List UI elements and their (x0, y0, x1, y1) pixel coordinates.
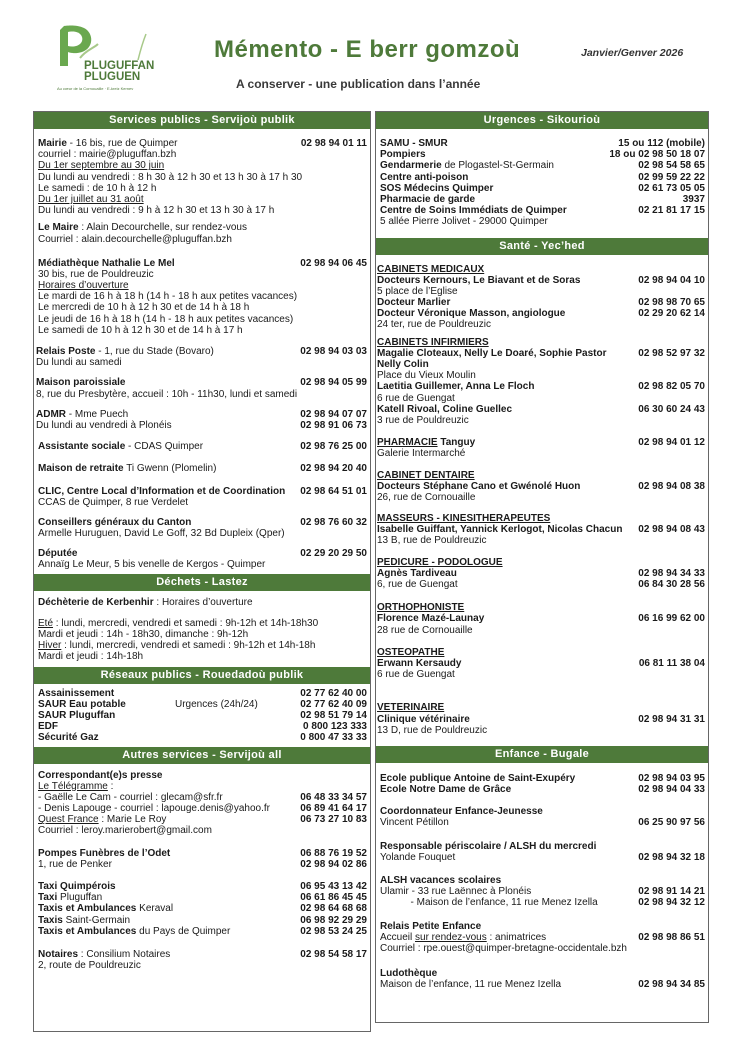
phone-number: 02 98 91 06 73 (297, 420, 367, 431)
conseillers-entry: Conseillers généraux du Canton 02 98 76 60 32 Armelle Huruguen, David Le Goff, 32 Bd Dupleix (Qper) (38, 516, 367, 540)
taxis-list (34, 881, 370, 937)
decheterie-entry: Déchèterie de Kerbenhir : Horaires d’ouverture Eté : lundi, mercredi, vendredi et samedi : 9h-12h et 14h-18h30 Mardi et jeudi : 14h - 18h30, dimanche : 9h-12h Hiver : lundi, mercredi, vendredi et samedi : 9h-12h et 14h-18h Mardi et jeudi : 14h-18h (38, 596, 319, 663)
phone-number: 02 98 94 01 12 (635, 437, 705, 448)
phone-number: 06 89 41 64 17 (297, 803, 367, 814)
maison-retraite-entry: Maison de retraite Ti Gwenn (Plomelin) 02 98 94 20 40 (38, 463, 367, 475)
periscolaire-entry: Responsable périscolaire / ALSH du mercredi Yolande Fouquet 02 98 94 32 18 (380, 840, 705, 863)
relais-poste-entry: Relais Poste - 1, rue du Stade (Bovaro) 02 98 94 03 03 Du lundi au samedi (36, 346, 367, 369)
pluguffan-logo (54, 22, 174, 94)
admr-entry: ADMR - Mme Puech 02 98 94 07 07 Du lundi au vendredi à Plonéis 02 98 91 06 73 (36, 408, 367, 431)
ecoles-list (376, 773, 708, 795)
taxi-row: Taxis et Ambulances du Pays de Quimper 02 98 53 24 25 (38, 925, 367, 937)
phone-number: 02 29 20 29 50 (297, 548, 367, 559)
phone-number: 02 29 20 62 14 (635, 308, 705, 319)
phone-number: 02 98 94 01 11 (298, 138, 367, 149)
phone-number: 06 73 27 10 83 (297, 814, 367, 825)
phone-number: 06 84 30 28 56 (635, 579, 705, 590)
reseau-row: SAUR Pluguffan 02 98 51 79 14 (38, 709, 367, 721)
relais-petite-enfance-entry: Relais Petite Enfance Accueil sur rendez-vous : animatrices 02 98 98 86 51 Courriel : rpe.ouest@quimper-bretagne-occidentale.bzh (380, 920, 705, 954)
maison-paroissiale-entry: Maison paroissiale 02 98 94 05 99 8, rue du Presbytère, accueil : 10h - 11h30, lundi et samedi (36, 377, 367, 400)
svg-text:PLUGUEN: PLUGUEN (84, 71, 141, 83)
section-header-urgences: Urgences - Sikourioù (376, 112, 708, 129)
phone-number: 02 98 76 25 00 (297, 441, 367, 452)
section-header-enfance: Enfance - Bugale (376, 746, 708, 763)
phone-number: 02 98 94 07 07 (297, 409, 367, 420)
phone-number: 02 98 94 20 40 (297, 463, 367, 474)
alsh-entry: ALSH vacances scolaires Ulamir - 33 rue Laënnec à Plonéis 02 98 91 14 21 - Maison de l’enfance, 11 rue Menez Izella 02 98 94 32 12 (380, 875, 705, 909)
page-title: Mémento - E berr gomzoù (214, 36, 521, 63)
ecole-row: Ecole Notre Dame de Grâce 02 98 94 04 33 (380, 784, 705, 796)
pharmacie-entry: PHARMACIE Tanguy 02 98 94 01 12 Galerie Intermarché (377, 437, 705, 460)
phone-number: 02 98 54 58 17 (297, 949, 367, 960)
urgence-row: SAMU - SMUR 15 ou 112 (mobile) (380, 138, 705, 149)
phone-number: 02 98 64 51 01 (297, 486, 367, 497)
phone-number: 02 98 52 97 32 (635, 348, 705, 359)
phone-number: 02 98 98 86 51 (635, 932, 705, 943)
urgences-list: SAMU - SMUR 15 ou 112 (mobile) Pompiers 18 ou 02 98 50 18 07 Gendarmerie de Plogastel-St-Germain 02 98 54 58 65 Centre anti-poison 02 99 59 22 22 SOS Médecins Quimper 02 61 73 05 05 Pharmacie de garde 3937 Centre de Soins Immédiats de Quimper 02 21 81 17 15 5 allée Pierre Jolivet - 29000 Quimper (380, 138, 705, 228)
phone-number: 02 98 94 08 43 (635, 524, 705, 535)
reseau-row: SAUR Eau potable Urgences (24h/24) 02 77 62 40 09 (38, 698, 367, 710)
urgence-row: SOS Médecins Quimper 02 61 73 05 05 (380, 182, 705, 194)
notaires-entry: Notaires : Consilium Notaires 02 98 54 58 17 2, route de Pouldreuzic (38, 948, 367, 972)
phone-number: 02 98 82 05 70 (635, 381, 705, 392)
urgence-row: Centre anti-poison 02 99 59 22 22 (380, 171, 705, 183)
cabinet-dentaire-entry: CABINET DENTAIRE Docteurs Stéphane Cano et Gwénolé Huon 02 98 94 08 38 26, rue de Cornouaille (377, 469, 705, 503)
phone-number: 02 98 94 08 38 (635, 481, 705, 492)
veterinaire-entry: VETERINAIRE Clinique vétérinaire 02 98 94 31 31 13 D, rue de Pouldreuzic (377, 702, 705, 736)
phone-number: 02 98 94 06 45 (297, 258, 367, 269)
cabinets-infirmiers: CABINETS INFIRMIERS Magalie Cloteaux, Nelly Le Doaré, Sophie Pastor 02 98 52 97 32 Nelly Colin Place du Vieux Moulin Laetitia Guillemer, Anna Le Floch 02 98 82 05 70 6 rue de Guengat Katell Rivoal, Coline Guellec 06 30 60 24 43 3 rue de Pouldreuzic (377, 336, 705, 426)
phone-number: 02 98 94 04 10 (635, 275, 705, 286)
taxi-row: Taxi Pluguffan 06 61 86 45 45 (38, 892, 367, 904)
edition-date: Janvier/Genver 2026 (581, 47, 684, 59)
urgence-row: Centre de Soins Immédiats de Quimper 02 21 81 17 15 (380, 205, 705, 217)
pedicure-entry: PEDICURE - PODOLOGUE Agnès Tardiveau 02 98 94 34 33 6, rue de Guengat 06 84 30 28 56 (377, 556, 705, 590)
ecole-row: Ecole publique Antoine de Saint-Exupéry 02 98 94 03 95 (380, 772, 705, 784)
phone-number: 02 98 94 03 03 (297, 346, 367, 357)
page-subtitle: A conserver - une publication dans l’année (236, 77, 481, 91)
mediatheque-entry: Médiathèque Nathalie Le Mel 02 98 94 06 45 30 bis, rue de Pouldreuzic Horaires d’ouverture Le mardi de 16 h à 18 h (14 h - 18 h aux petites vacances) Le mercredi de 10 h à 12 h 30 et de 14 h à 18 h Le jeudi de 16 h à 18 h (14 h - 18 h aux petites vacances) Le samedi de 10 h à 12 h 30 et de 14 h à 17 h (38, 257, 367, 336)
svg-text:Au cœur de la Cornouaille · E-: Au cœur de la Cornouaille · E-kreiz Kernev (57, 86, 134, 91)
section-header-sante: Santé - Yec’hed (376, 238, 708, 255)
phone-number: 06 48 33 34 57 (297, 792, 367, 803)
pompes-funebres-entry: Pompes Funèbres de l’Odet 06 88 76 19 52 1, rue de Penker 02 98 94 02 86 (38, 847, 367, 870)
mairie-entry: Mairie - 16 bis, rue de Quimper 02 98 94 01 11 courriel : mairie@pluguffan.bzh Du 1er septembre au 30 juin Du lundi au vendredi : 8 h 30 à 12 h 30 et 13 h 30 à 17 h 30 Le samedi : de 10 h à 12 h Du 1er juillet au 31 août Du lundi au vendredi : 9 h à 12 h 30 et 13 h 30 à 17 h Le Maire : Alain Decourchelle, sur rendez-vous Courriel : alain.decourchelle@pluguffan.bzh (38, 138, 367, 245)
phone-number: 02 98 94 32 12 (635, 897, 705, 908)
osteopathe-entry: OSTEOPATHE Erwann Kersaudy 06 81 11 38 04 6 rue de Guengat (377, 646, 705, 681)
phone-number: 06 81 11 38 04 (636, 658, 705, 669)
presse-entry: Correspondant(e)s presse Le Télégramme : - Gaëlle Le Cam - courriel : glecam@sfr.fr 06 48 33 34 57 - Denis Lapouge - courriel : lapouge.denis@yahoo.fr 06 89 41 64 17 Quest France : Marie Le Roy 06 73 27 10 83 Courriel : leroy.marierobert@gmail.com (38, 769, 367, 837)
right-column (375, 111, 709, 1023)
phone-number: 06 30 60 24 43 (635, 404, 705, 415)
taxi-row: Taxi Quimpérois 06 95 43 13 42 (38, 881, 367, 892)
phone-number: 06 16 99 62 00 (635, 613, 705, 624)
phone-number: 06 88 76 19 52 (297, 848, 367, 859)
phone-number: 06 25 90 97 56 (635, 817, 705, 828)
reseaux-list (34, 688, 370, 744)
orthophoniste-entry: ORTHOPHONISTE Florence Mazé-Launay 06 16 99 62 00 28 rue de Cornouaille (377, 602, 705, 636)
deputee-entry: Députée 02 29 20 29 50 Annaïg Le Meur, 5 bis venelle de Kergos - Quimper (38, 548, 367, 571)
section-header-services-publics: Services publics - Servijoù publik (34, 112, 370, 129)
phone-number: 02 98 94 32 18 (635, 852, 705, 863)
page-header (0, 0, 744, 108)
clic-entry: CLIC, Centre Local d’Information et de Coordination 02 98 64 51 01 CCAS de Quimper, 8 rue Verdelet (38, 485, 367, 508)
reseau-row: EDF 0 800 123 333 (38, 721, 367, 733)
phone-number: 02 98 94 34 85 (635, 979, 705, 990)
reseau-row: Sécurité Gaz 0 800 47 33 33 (38, 732, 367, 744)
phone-number: 02 98 91 14 21 (635, 886, 705, 897)
phone-number: 02 98 94 34 33 (635, 568, 705, 579)
assistante-sociale-entry: Assistante sociale - CDAS Quimper 02 98 76 25 00 (38, 441, 367, 453)
reseau-row: Assainissement 02 77 62 40 00 (38, 687, 367, 699)
ludotheque-entry: Ludothèque Maison de l’enfance, 11 rue Menez Izella 02 98 94 34 85 (380, 968, 705, 991)
kine-entry: MASSEURS - KINESITHERAPEUTES Isabelle Guiffant, Yannick Kerlogot, Nicolas Chacun 02 98 94 08 43 13 B, rue de Pouldreuzic (377, 513, 705, 547)
phone-number: 02 98 98 70 65 (635, 297, 705, 308)
taxi-row: Taxis et Ambulances Keraval 02 98 64 68 68 (38, 903, 367, 915)
phone-number: 02 98 94 31 31 (635, 714, 705, 725)
svg-text:PLUGUFFAN: PLUGUFFAN (84, 60, 155, 72)
left-column (33, 111, 371, 1032)
phone-number: 02 98 94 05 99 (297, 377, 367, 388)
urgence-row: Pompiers 18 ou 02 98 50 18 07 (380, 149, 705, 161)
section-header-autres-services: Autres services - Servijoù all (34, 747, 370, 764)
phone-number: 02 98 94 02 86 (297, 859, 367, 870)
urgence-row: Pharmacie de garde 3937 (380, 193, 705, 205)
phone-number: 02 98 76 60 32 (297, 517, 367, 528)
cabinets-medicaux: CABINETS MEDICAUX Docteurs Kernours, Le Biavant et de Soras 02 98 94 04 10 5 place de l’Eglise Docteur Marlier 02 98 98 70 65 Docteur Véronique Masson, angiologue 02 29 20 62 14 24 ter, rue de Pouldreuzic (377, 263, 705, 331)
section-header-reseaux: Réseaux publics - Rouedadoù publik (34, 667, 370, 684)
taxi-row: Taxis Saint-Germain 06 98 92 29 29 (38, 914, 367, 926)
coordonnateur-entry: Coordonnateur Enfance-Jeunesse Vincent Pétillon 06 25 90 97 56 (380, 806, 705, 829)
urgence-row: Gendarmerie de Plogastel-St-Germain 02 98 54 58 65 (380, 160, 705, 172)
section-header-dechets: Déchets - Lastez (34, 574, 370, 591)
